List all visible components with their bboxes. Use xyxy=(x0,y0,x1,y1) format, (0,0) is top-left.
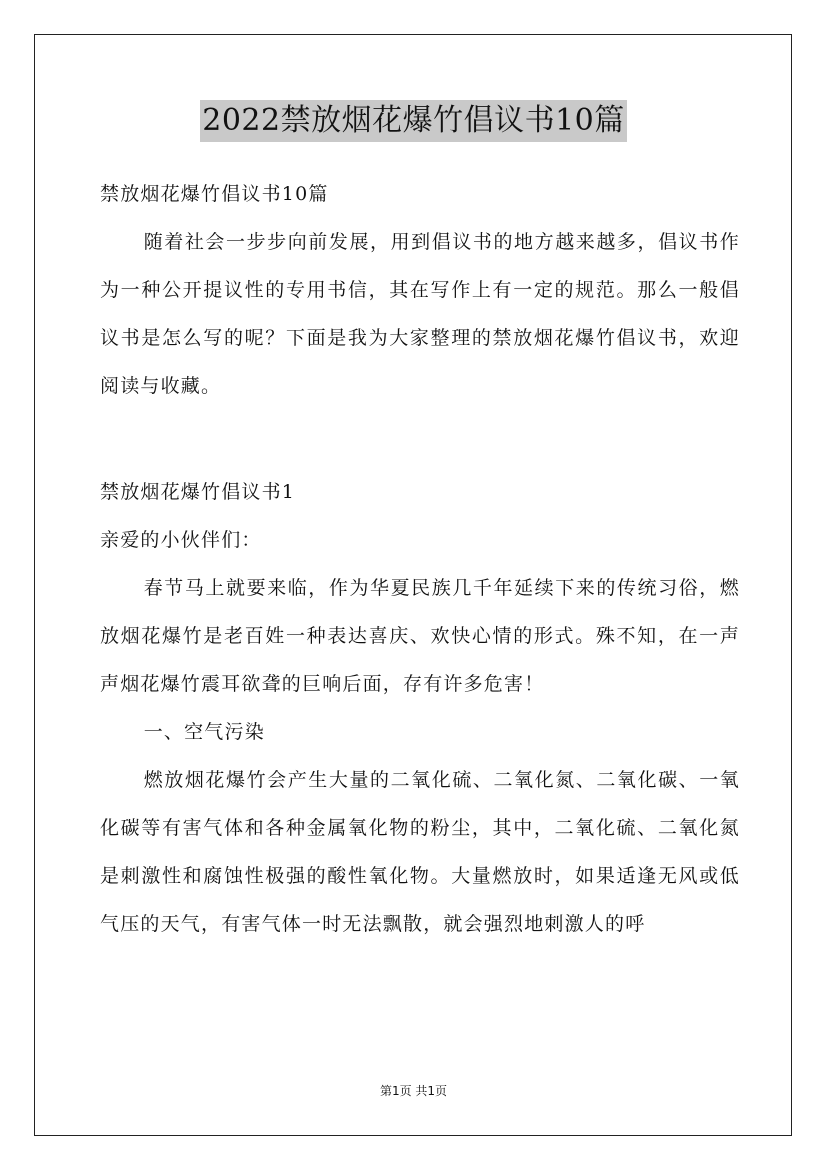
subtitle-line[interactable]: 禁放烟花爆竹倡议书10篇 xyxy=(100,183,329,205)
title-block xyxy=(0,100,827,142)
body-paragraph-2[interactable]: 燃放烟花爆竹会产生大量的二氧化硫、二氧化氮、二氧化碳、一氧化碳等有害气体和各种金属氧化物的粉尘，其中，二氧化硫、二氧化氮是刺激性和腐蚀性极强的酸性氧化物。大量燃放时，如果适逢无风或低气压的天气，有害气体一时无法飘散，就会强烈地刺激人的呼 xyxy=(100,769,740,935)
document-title[interactable]: 2022禁放烟花爆竹倡议书10篇 xyxy=(200,100,627,142)
page-footer xyxy=(0,1083,827,1099)
page-number: 第1页 共1页 xyxy=(379,1084,448,1098)
intro-paragraph[interactable]: 随着社会一步步向前发展，用到倡议书的地方越来越多，倡议书作为一种公开提议性的专用书信，其在写作上有一定的规范。那么一般倡议书是怎么写的呢？下面是我为大家整理的禁放烟花爆竹倡议书，欢迎阅读与收藏。 xyxy=(100,231,740,397)
document-body xyxy=(100,170,740,948)
salutation[interactable]: 亲爱的小伙伴们： xyxy=(100,529,262,551)
section-heading[interactable]: 禁放烟花爆竹倡议书1 xyxy=(100,481,296,503)
point-heading[interactable]: 一、空气污染 xyxy=(143,721,265,743)
body-paragraph-1[interactable]: 春节马上就要来临，作为华夏民族几千年延续下来的传统习俗，燃放烟花爆竹是老百姓一种表达喜庆、欢快心情的形式。殊不知，在一声声烟花爆竹震耳欲聋的巨响后面，存有许多危害！ xyxy=(100,577,740,695)
section-spacer xyxy=(100,410,740,468)
